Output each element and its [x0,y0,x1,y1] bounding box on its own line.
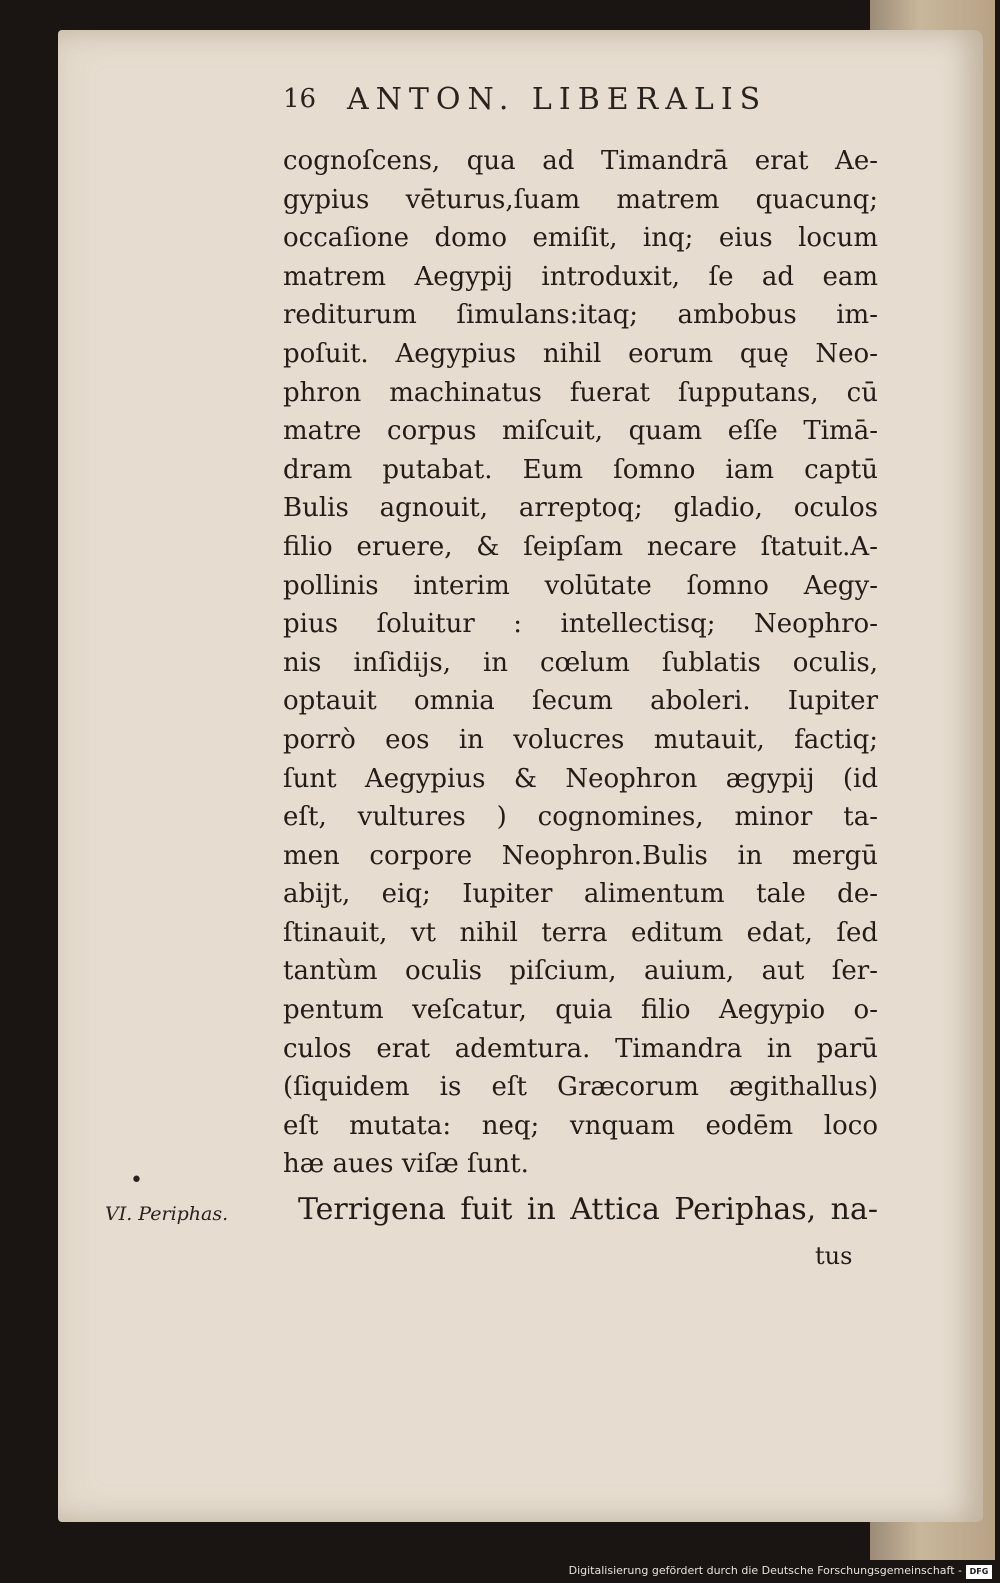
running-head [283,80,873,124]
margin-note: VI. Periphas. [105,1203,229,1225]
text-line: porrò eos in volucres mutauit, factiq; [283,724,878,755]
text-line: culos erat ademtura. Timandra in parū [283,1033,878,1064]
text-line: ſtinauit, vt nihil terra editum edat, ſed [283,917,878,948]
text-line: matre corpus miſcuit, quam eſſe Timā- [283,416,878,447]
digitization-credit: Digitalisierung gefördert durch die Deutsche Forschungsgemeinschaft - [568,1564,962,1577]
text-line: tantùm oculis piſcium, auium, aut ſer- [283,956,878,987]
text-line: pentum veſcatur, quia filio Aegypio o- [283,995,878,1026]
text-line: eſt mutata: neq; vnquam eodēm loco [283,1110,878,1141]
body-text [283,142,878,1184]
text-line-last: hæ aues viſæ ſunt. [283,1149,529,1180]
running-head-title: ANTON. LIBERALIS [347,82,768,117]
text-line: Bulis agnouit, arreptoq; gladio, oculos [283,493,878,524]
text-line: pius ſoluitur : intellectisq; Neophro- [283,609,878,640]
catchword: tus [815,1242,853,1270]
text-line: filio eruere, & ſeipſam necare ſtatuit.A- [283,531,878,562]
text-line: rediturum ſimulans:itaq; ambobus im- [283,300,878,331]
text-line: dram putabat. Eum ſomno iam captū [283,454,878,485]
text-line: occaſione domo emiſit, inq; eius locum [283,223,878,254]
text-line: poſuit. Aegypius nihil eorum quę Neo- [283,338,878,369]
text-line: cognoſcens, qua ad Timandrā erat Ae- [283,146,878,176]
section-first-line: Terrigena fuit in Attica Periphas, na- [298,1192,878,1227]
text-line: (ſiquidem is eſt Græcorum ægithallus) [283,1072,878,1103]
text-line: eſt, vultures ) cognomines, minor ta- [283,802,878,833]
margin-dot: • [130,1168,143,1193]
text-line: gypius vēturus,ſuam matrem quacunq; [283,184,878,215]
text-line: abijt, eiq; Iupiter alimentum tale de- [283,879,878,910]
text-line: pollinis interim volūtate ſomno Aegy- [283,570,878,601]
text-line: optauit omnia ſecum aboleri. Iupiter [283,686,878,717]
text-line: phron machinatus fuerat ſupputans, cū [283,377,878,408]
text-line: matrem Aegypij introduxit, ſe ad eam [283,261,878,292]
text-line: nis inſidijs, in cœlum ſublatis oculis, [283,647,878,678]
page-number: 16 [283,84,317,114]
text-line: ſunt Aegypius & Neophron ægypij (id [283,763,878,794]
dfg-logo: DFG [966,1565,992,1579]
text-line: men corpore Neophron.Bulis in mergū [283,840,878,871]
